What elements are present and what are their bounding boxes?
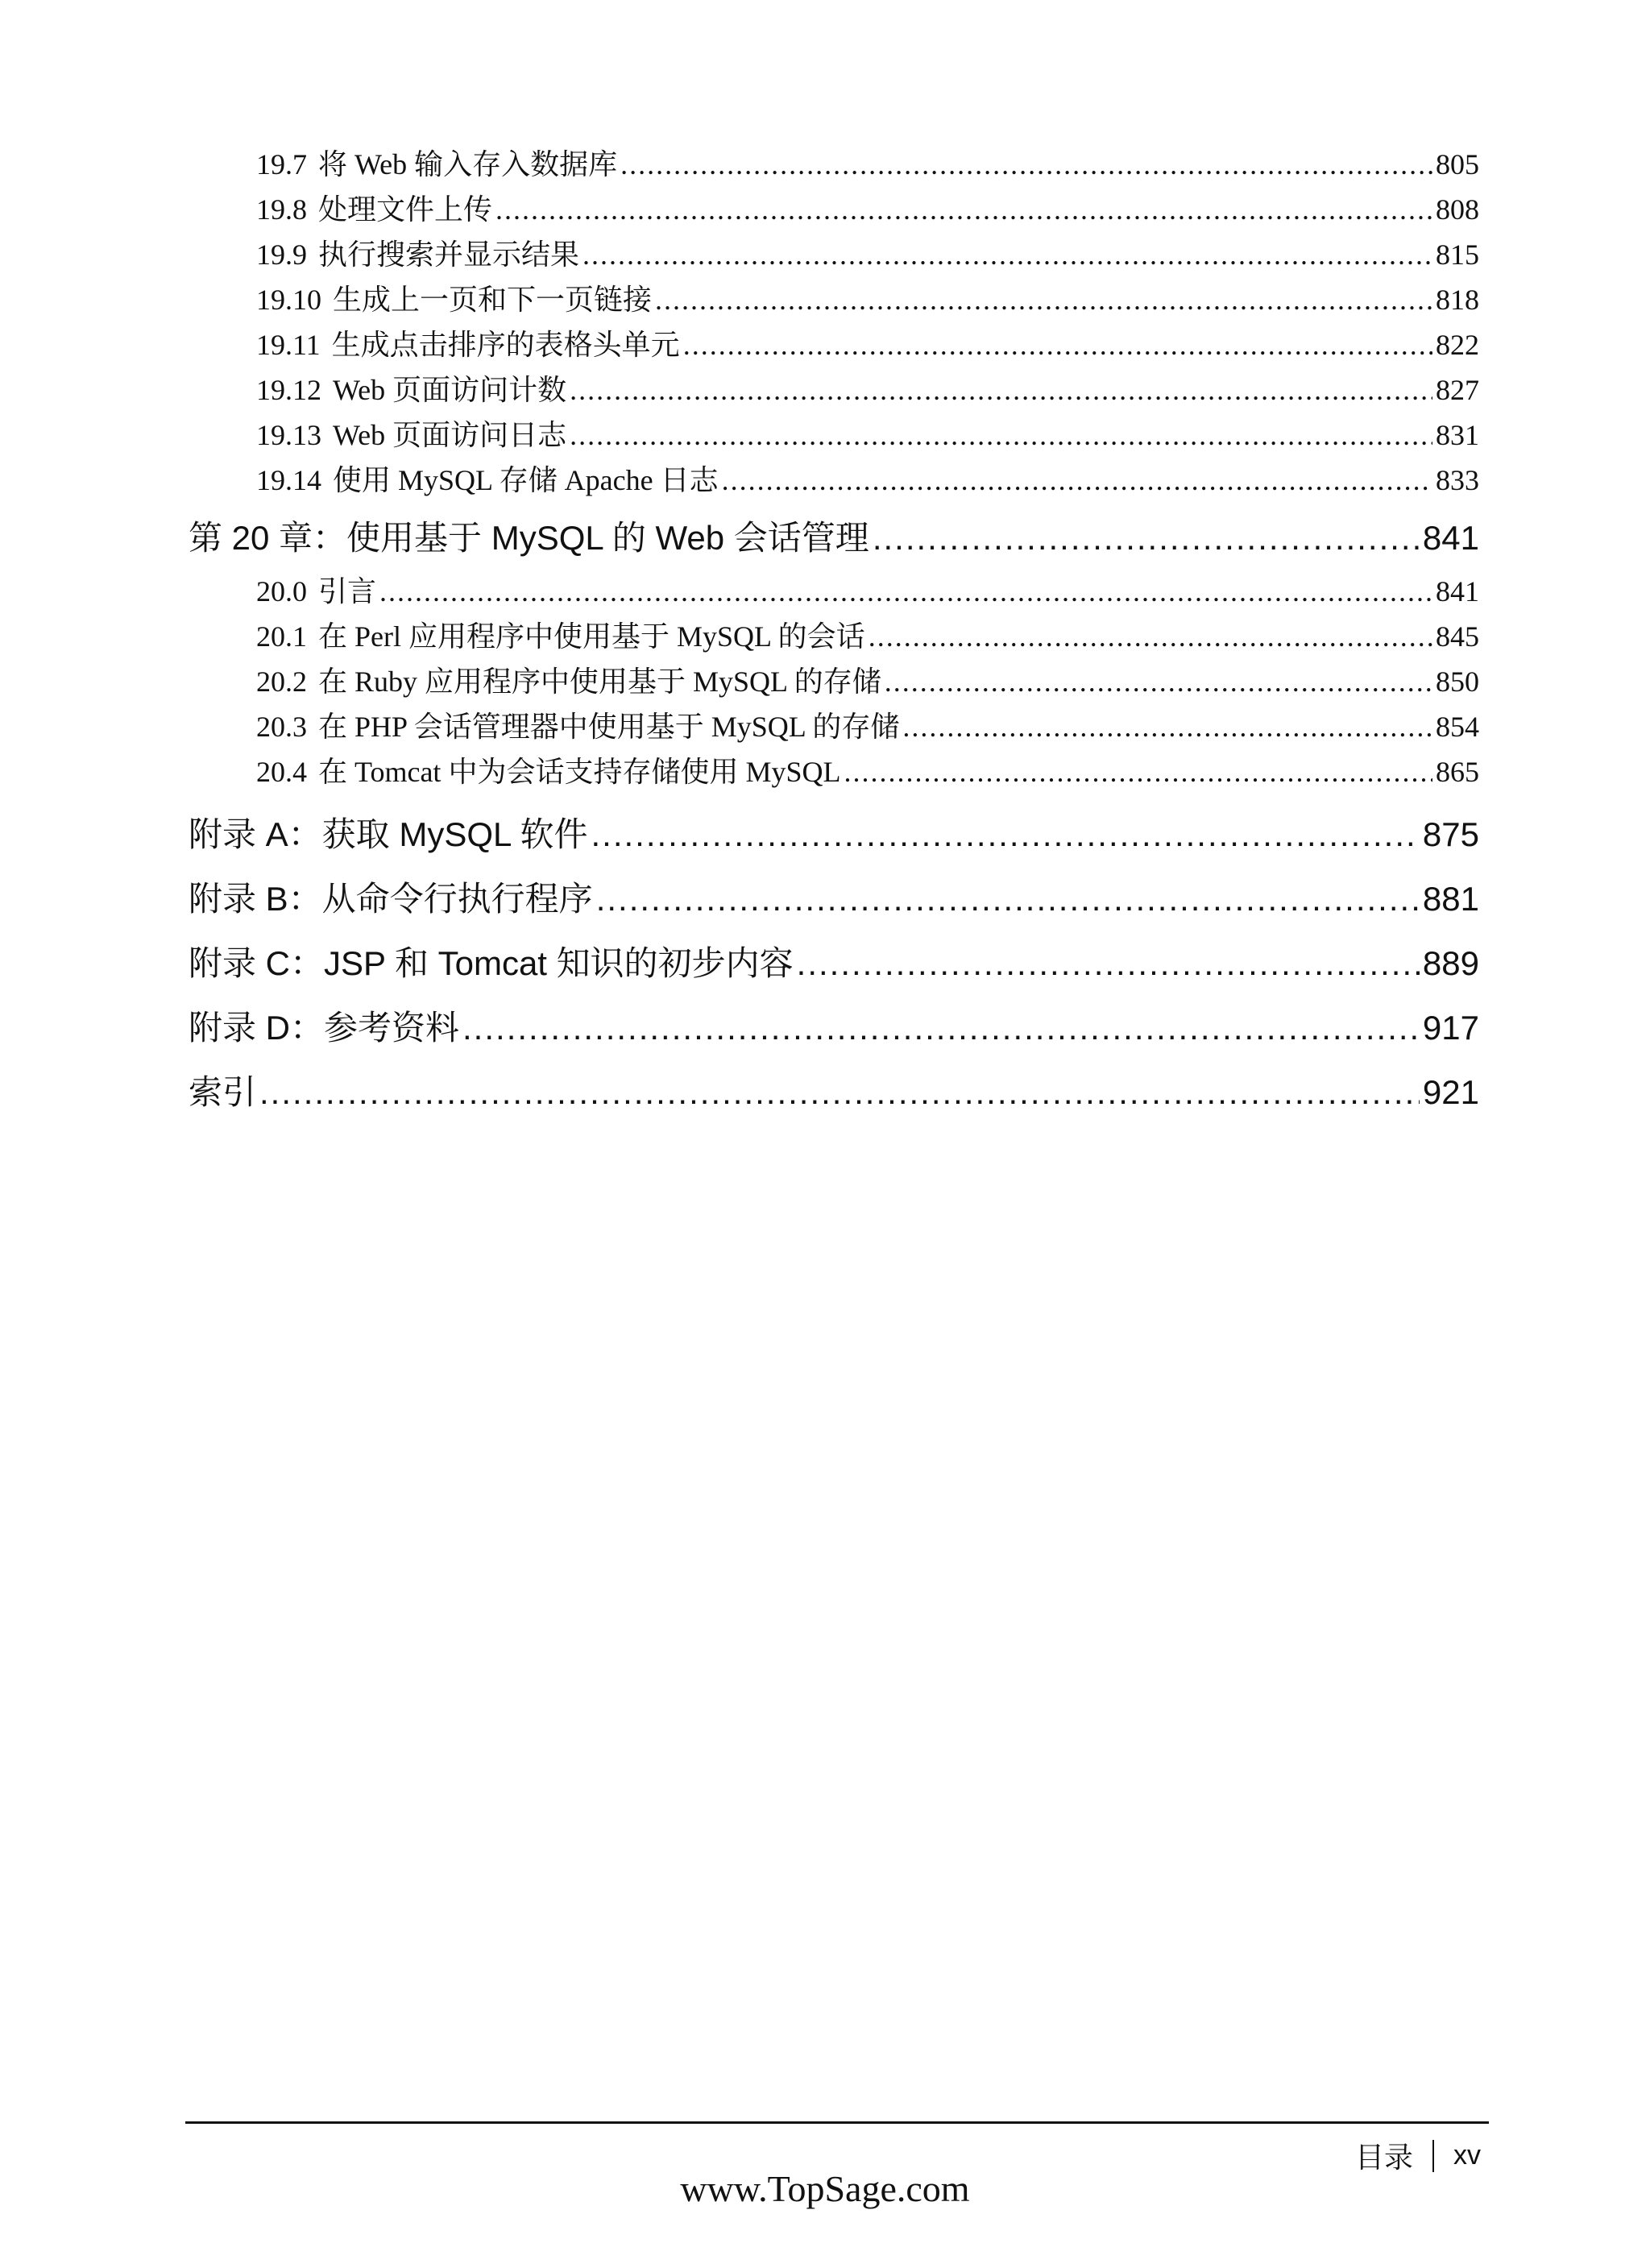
page-number: 875: [1422, 815, 1479, 853]
dot-leader: [462, 997, 1420, 1059]
page-number: 808: [1436, 193, 1479, 226]
section-number: 19.10: [256, 284, 321, 316]
page-number: 818: [1436, 284, 1479, 316]
page-number: 833: [1436, 464, 1479, 496]
section-number: 19.14: [256, 464, 321, 496]
section-number: 19.7: [256, 148, 307, 180]
section-number: 20.2: [256, 665, 307, 698]
dot-leader: [655, 283, 1432, 317]
section-title: Web 页面访问计数: [333, 374, 567, 406]
section-title: 生成上一页和下一页链接: [333, 284, 653, 316]
footer-divider: [185, 2121, 1489, 2124]
toc-appendix-c[interactable]: [189, 933, 1479, 994]
dot-leader: [797, 933, 1420, 994]
dot-leader: [596, 869, 1420, 930]
section-title: 在 Perl 应用程序中使用基于 MySQL 的会话: [318, 620, 865, 653]
dot-leader: [844, 755, 1432, 789]
page-number: 921: [1422, 1073, 1479, 1111]
section-title: 执行搜索并显示结果: [318, 238, 580, 271]
section-title: 在 PHP 会话管理器中使用基于 MySQL 的存储: [318, 711, 900, 743]
dot-leader: [570, 418, 1432, 452]
toc-entry-20-0[interactable]: [189, 569, 1479, 614]
toc-entry-19-9[interactable]: [189, 232, 1479, 277]
dot-leader: [259, 1062, 1420, 1123]
section-title: 生成点击排序的表格头单元: [331, 329, 680, 361]
toc-chapter-20[interactable]: [189, 508, 1479, 569]
dot-leader: [869, 620, 1432, 653]
page-number: 917: [1422, 1009, 1479, 1047]
section-number: 19.13: [256, 419, 321, 451]
toc-entry-19-13[interactable]: [189, 413, 1479, 458]
appendix-title: 附录 A：获取 MySQL 软件: [189, 815, 588, 853]
toc-appendix-a[interactable]: [189, 804, 1479, 865]
section-title: 使用 MySQL 存储 Apache 日志: [333, 464, 719, 496]
dot-leader: [379, 574, 1432, 608]
dot-leader: [570, 373, 1432, 407]
page-number: 822: [1436, 329, 1479, 361]
section-number: 19.9: [256, 238, 307, 271]
dot-leader: [722, 463, 1432, 497]
dot-leader: [591, 804, 1420, 865]
appendix-title: 附录 B：从命令行执行程序: [189, 880, 593, 918]
dot-leader: [873, 508, 1420, 569]
page-number: 850: [1436, 665, 1479, 698]
dot-leader: [683, 328, 1432, 362]
toc-index[interactable]: [189, 1062, 1479, 1123]
section-number: 20.1: [256, 620, 307, 653]
toc-entry-20-4[interactable]: [189, 749, 1479, 794]
section-title: 在 Ruby 应用程序中使用基于 MySQL 的存储: [318, 665, 881, 698]
section-number: 19.12: [256, 374, 321, 406]
page-number: 831: [1436, 419, 1479, 451]
toc-appendix-b[interactable]: [189, 869, 1479, 930]
page-number: 865: [1436, 756, 1479, 788]
page-number: 827: [1436, 374, 1479, 406]
appendix-title: 附录 D：参考资料: [189, 1009, 460, 1047]
section-title: 在 Tomcat 中为会话支持存储使用 MySQL: [318, 756, 841, 788]
dot-leader: [495, 193, 1432, 226]
chapter-title: 第 20 章：使用基于 MySQL 的 Web 会话管理: [189, 519, 869, 557]
section-number: 19.8: [256, 193, 307, 226]
section-title: 将 Web 输入存入数据库: [318, 148, 618, 180]
page-number: 881: [1422, 880, 1479, 918]
page-number: 854: [1436, 711, 1479, 743]
section-title: 处理文件上传: [318, 193, 493, 226]
page-number: 841: [1422, 519, 1479, 557]
toc-entry-19-14[interactable]: [189, 458, 1479, 503]
toc-entry-20-1[interactable]: [189, 614, 1479, 659]
table-of-contents: [189, 142, 1479, 1123]
toc-entry-20-3[interactable]: [189, 704, 1479, 749]
footer-page-number: xv: [1453, 2140, 1481, 2171]
page-number: 889: [1422, 944, 1479, 982]
toc-entry-20-2[interactable]: [189, 659, 1479, 704]
toc-entry-19-7[interactable]: [189, 142, 1479, 187]
dot-leader: [582, 238, 1432, 272]
footer-section-label: 目录: [1354, 2141, 1413, 2174]
section-number: 19.11: [256, 329, 321, 361]
toc-entry-19-12[interactable]: [189, 367, 1479, 413]
section-number: 20.4: [256, 756, 307, 788]
dot-leader: [885, 665, 1432, 699]
section-title: 引言: [318, 575, 377, 607]
section-title: Web 页面访问日志: [333, 419, 567, 451]
page-number: 845: [1436, 620, 1479, 653]
section-number: 20.0: [256, 575, 307, 607]
page-number: 841: [1436, 575, 1479, 607]
toc-appendix-d[interactable]: [189, 997, 1479, 1059]
page-number: 805: [1436, 148, 1479, 180]
watermark-url: www.TopSage.com: [680, 2168, 970, 2209]
appendix-title: 附录 C：JSP 和 Tomcat 知识的初步内容: [189, 944, 794, 982]
toc-entry-19-10[interactable]: [189, 277, 1479, 322]
index-title: 索引: [189, 1073, 257, 1111]
page-number: 815: [1436, 238, 1479, 271]
toc-entry-19-11[interactable]: [189, 322, 1479, 367]
toc-entry-19-8[interactable]: [189, 187, 1479, 232]
dot-leader: [620, 147, 1432, 181]
section-number: 20.3: [256, 711, 307, 743]
dot-leader: [902, 710, 1432, 744]
